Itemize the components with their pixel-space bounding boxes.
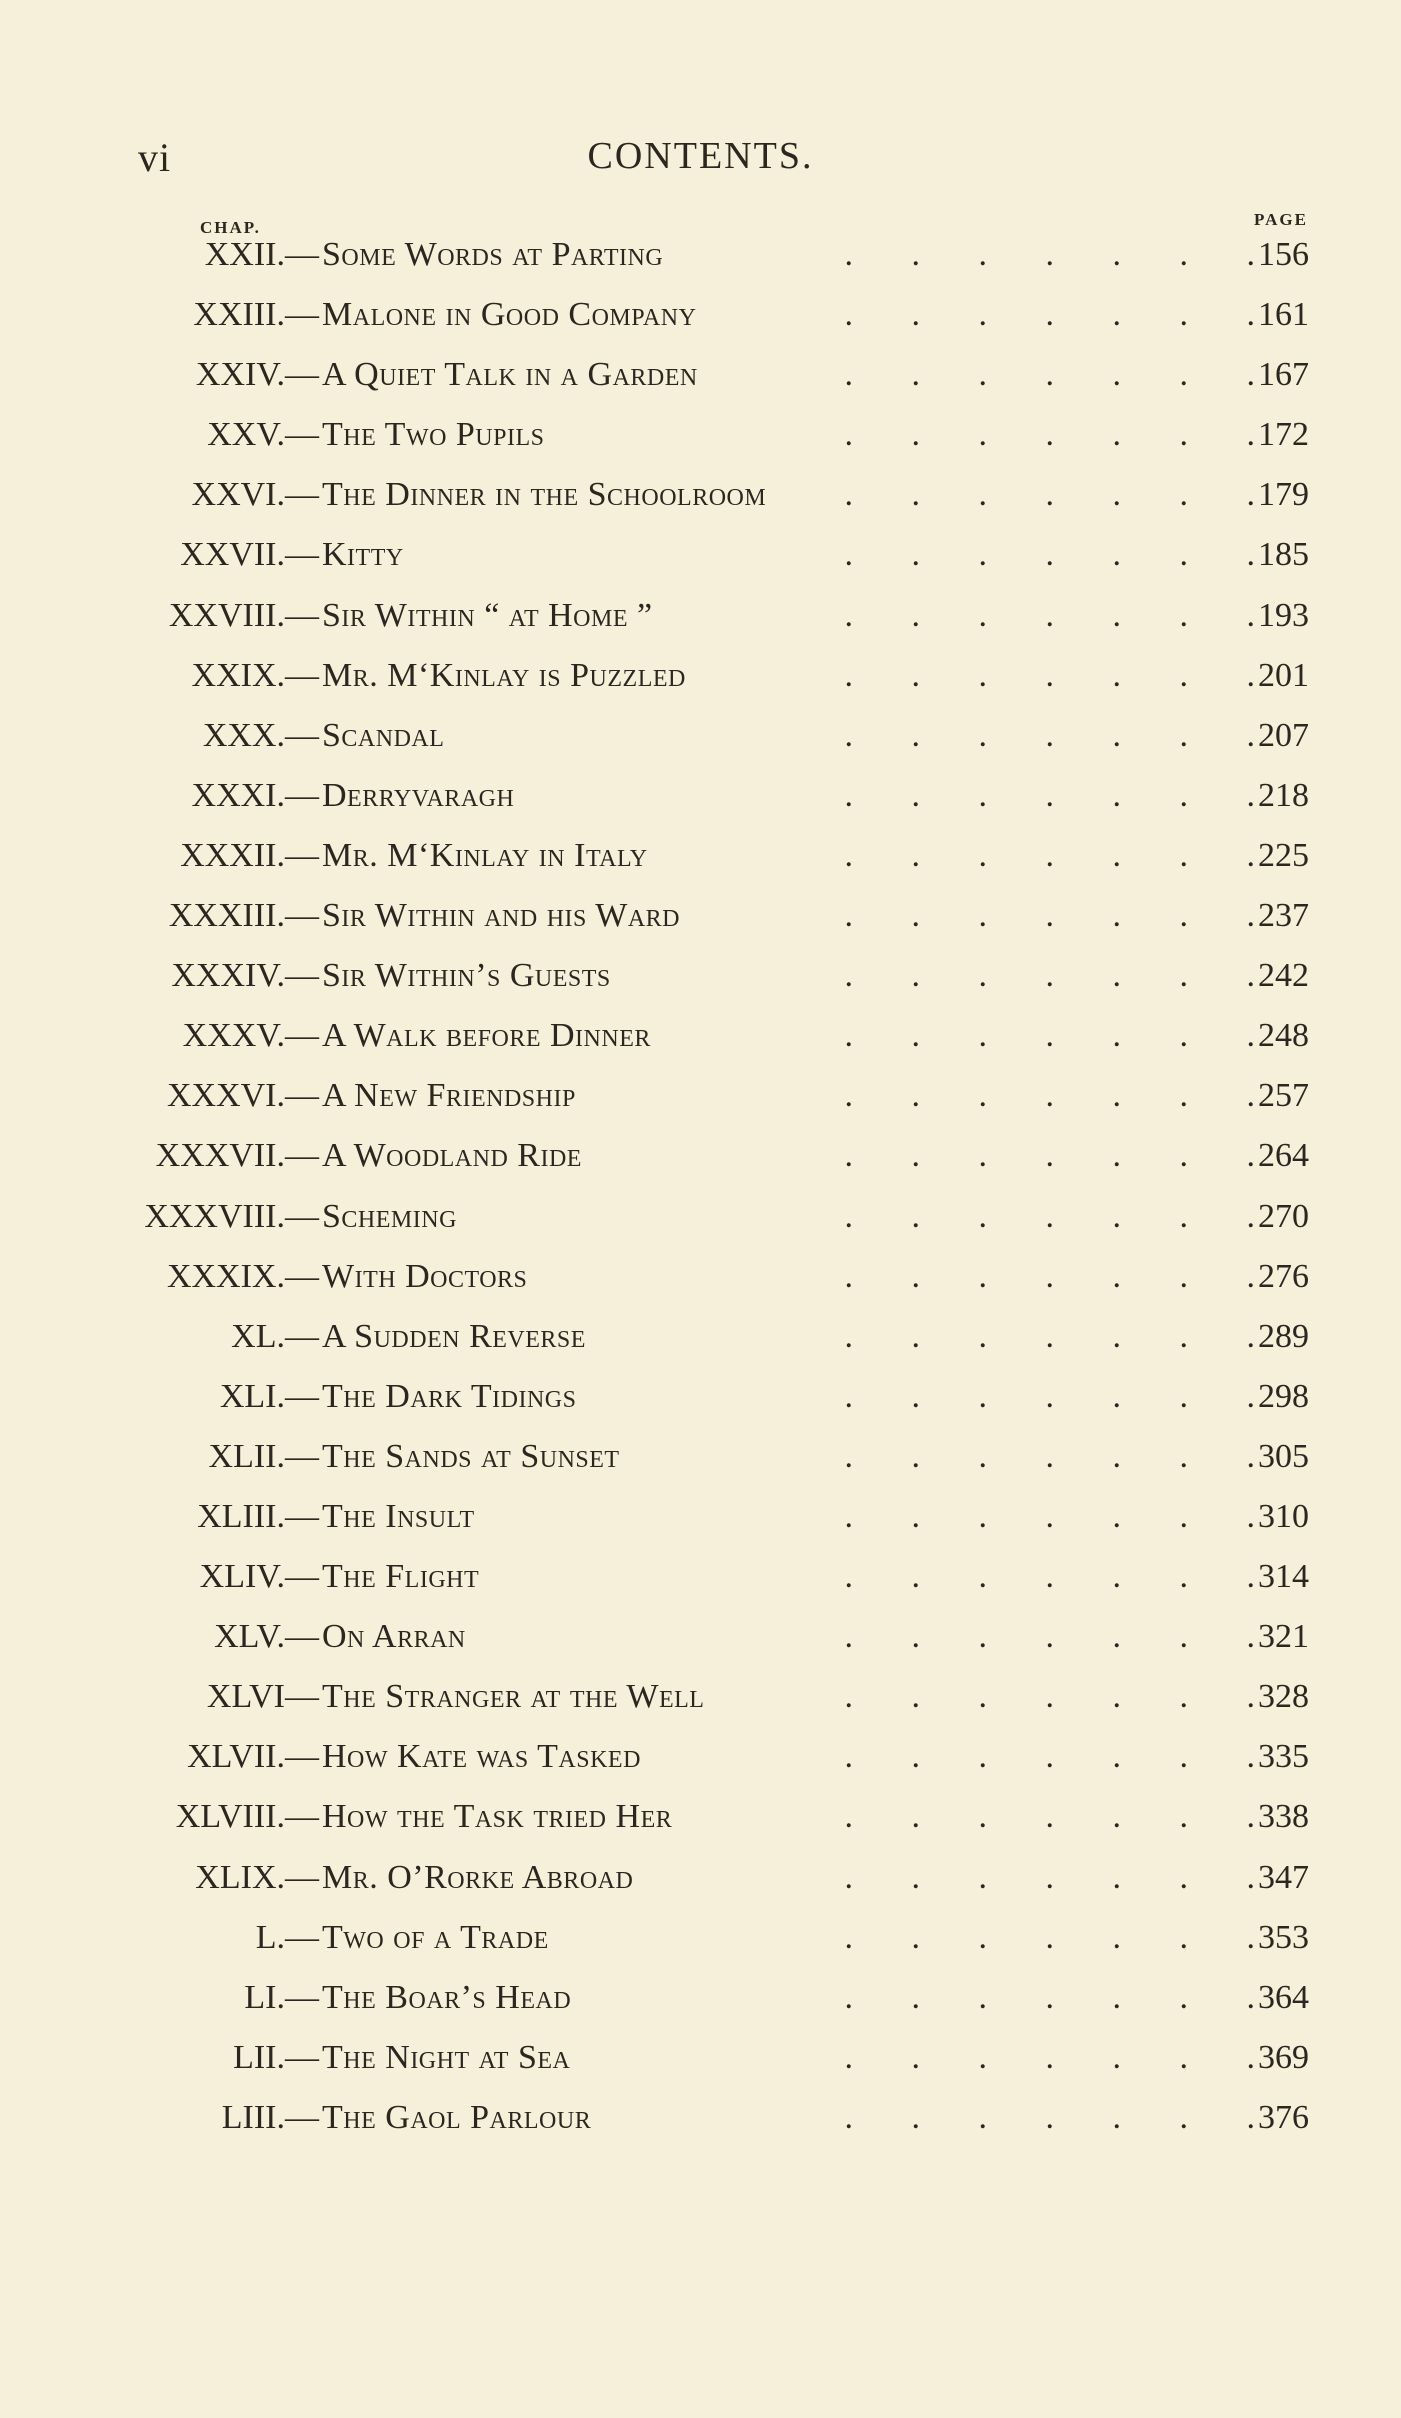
chapter-number: XXXIV.— [171, 957, 319, 995]
dot-leader: . . . . . . . [844, 716, 1265, 754]
chapter-number: XXIV.— [195, 356, 319, 394]
dot-leader: . . . . . . . [844, 356, 1265, 394]
page-number: 172 [1258, 416, 1309, 454]
toc-entry [0, 1604, 1401, 1664]
dot-leader: . . . . . . . [844, 836, 1265, 874]
toc-entry [0, 2025, 1401, 2085]
page-number: 257 [1258, 1077, 1309, 1115]
toc-entry [0, 1905, 1401, 1965]
chapter-title: The Boar’s Head [322, 1978, 572, 2016]
chapter-title: A Sudden Reverse [322, 1317, 586, 1355]
toc-entry [0, 1003, 1401, 1063]
dot-leader: . . . . . . . [844, 1497, 1265, 1535]
dot-leader: . . . . . . . [844, 1017, 1265, 1055]
dot-leader: . . . . . . . [844, 1978, 1265, 2016]
page-number: 369 [1258, 2038, 1309, 2076]
chapter-title: The Two Pupils [322, 416, 545, 454]
dot-leader: . . . . . . . [844, 476, 1265, 514]
page-number: 305 [1258, 1437, 1309, 1475]
chapter-number: XXX.— [202, 716, 319, 754]
chapter-title: The Dinner in the Schoolroom [322, 476, 767, 514]
chapter-number: XLIII.— [197, 1497, 319, 1535]
chapter-title: Scandal [322, 716, 445, 754]
dot-leader: . . . . . . . [844, 296, 1265, 334]
dot-leader: . . . . . . . [844, 1317, 1265, 1355]
page-number: 156 [1258, 236, 1309, 273]
dot-leader: . . . . . . . [844, 536, 1265, 574]
dot-leader: . . . . . . . [844, 2098, 1265, 2136]
chapter-number: XXXIII.— [168, 897, 319, 935]
toc-entry [0, 462, 1401, 522]
chapter-title: The Sands at Sunset [322, 1437, 620, 1475]
dot-leader: . . . . . . . [844, 1197, 1265, 1235]
page-number: 347 [1258, 1858, 1309, 1896]
toc-entry [0, 1424, 1401, 1484]
toc-entry [0, 1063, 1401, 1123]
dot-leader: . . . . . . . [844, 1798, 1265, 1836]
page-number: 185 [1258, 536, 1309, 574]
chapter-number: XLIV.— [199, 1558, 319, 1596]
toc-entry [0, 522, 1401, 582]
chapter-number: XLI.— [219, 1377, 319, 1415]
contents-list [0, 222, 1401, 2145]
dot-leader: . . . . . . . [844, 1858, 1265, 1896]
chapter-title: The Stranger at the Well [322, 1678, 705, 1716]
toc-entry [0, 1123, 1401, 1183]
dot-leader: . . . . . . . [844, 1618, 1265, 1656]
chapter-title: Kitty [322, 536, 404, 574]
dot-leader: . . . . . . . [844, 1257, 1265, 1295]
chapter-title: Mr. O’Rorke Abroad [322, 1858, 634, 1896]
page-number: 264 [1258, 1137, 1309, 1175]
chapter-number: LII.— [233, 2038, 319, 2076]
toc-entry [0, 2085, 1401, 2145]
dot-leader: . . . . . . . [844, 596, 1265, 634]
toc-entry [0, 1784, 1401, 1844]
chapter-title: Sir Within and his Ward [322, 897, 681, 935]
toc-entry [0, 1724, 1401, 1784]
page-number: 314 [1258, 1558, 1309, 1596]
page-number: 237 [1258, 897, 1309, 935]
toc-entry [0, 342, 1401, 402]
dot-leader: . . . . . . . [844, 957, 1265, 995]
chapter-number: XL.— [231, 1317, 319, 1355]
chapter-title: The Dark Tidings [322, 1377, 577, 1415]
toc-entry [0, 1304, 1401, 1364]
toc-entry [0, 943, 1401, 1003]
page-number: 289 [1258, 1317, 1309, 1355]
chapter-number: XXVI.— [191, 476, 319, 514]
chapter-number: XLII.— [208, 1437, 319, 1475]
chapter-number: XLV.— [214, 1618, 319, 1656]
toc-entry [0, 763, 1401, 823]
chapter-number: LI.— [244, 1978, 319, 2016]
page-number: 321 [1258, 1618, 1309, 1656]
chapter-title: How Kate was Tasked [322, 1738, 641, 1776]
chapter-column-label: CHAP. [200, 218, 261, 237]
page-number: 310 [1258, 1497, 1309, 1535]
chapter-number: XXXIX.— [166, 1257, 319, 1295]
chapter-number: XXXV.— [182, 1017, 319, 1055]
chapter-title: Mr. M‘Kinlay in Italy [322, 836, 648, 874]
chapter-title: The Gaol Parlour [322, 2098, 592, 2136]
chapter-title: With Doctors [322, 1257, 528, 1295]
chapter-number: XLVIII.— [175, 1798, 319, 1836]
chapter-number: LIII.— [221, 2098, 319, 2136]
chapter-number: XXXVIII.— [144, 1197, 319, 1235]
chapter-title: A Quiet Talk in a Garden [322, 356, 698, 394]
chapter-title: Sir Within’s Guests [322, 957, 611, 995]
dot-leader: . . . . . . . [844, 1678, 1265, 1716]
chapter-number: XLIX.— [195, 1858, 319, 1896]
page-number: 276 [1258, 1257, 1309, 1295]
page-number: 270 [1258, 1197, 1309, 1235]
dot-leader: . . . . . . . [844, 2038, 1265, 2076]
chapter-title: Scheming [322, 1197, 457, 1235]
toc-entry [0, 1244, 1401, 1304]
page-number: 353 [1258, 1918, 1309, 1956]
toc-entry [0, 643, 1401, 703]
chapter-number: XXXVII.— [155, 1137, 319, 1175]
toc-entry [0, 1664, 1401, 1724]
chapter-number: XXVIII.— [168, 596, 319, 634]
chapter-number: XXVII.— [180, 536, 319, 574]
page-number: 335 [1258, 1738, 1309, 1776]
dot-leader: . . . . . . . [844, 1738, 1265, 1776]
page-number: 338 [1258, 1798, 1309, 1836]
chapter-title: On Arran [322, 1618, 466, 1656]
chapter-title: How the Task tried Her [322, 1798, 673, 1836]
page-number: 298 [1258, 1377, 1309, 1415]
chapter-title: A Walk before Dinner [322, 1017, 651, 1055]
dot-leader: . . . . . . . [844, 897, 1265, 935]
page-number: 161 [1258, 296, 1309, 334]
chapter-title: A Woodland Ride [322, 1137, 582, 1175]
page-number: 248 [1258, 1017, 1309, 1055]
chapter-title: Two of a Trade [322, 1918, 549, 1956]
dot-leader: . . . . . . . [844, 656, 1265, 694]
page-folio: vi [138, 135, 172, 180]
dot-leader: . . . . . . . [844, 776, 1265, 814]
page-number: 242 [1258, 957, 1309, 995]
chapter-number: XXIX.— [191, 656, 319, 694]
toc-entry [0, 282, 1401, 342]
chapter-number: XXIII.— [193, 296, 319, 334]
chapter-number: XLVII.— [187, 1738, 319, 1776]
chapter-title: Sir Within “ at Home ” [322, 596, 653, 634]
toc-entry [0, 402, 1401, 462]
dot-leader: . . . . . . . [844, 1558, 1265, 1596]
page-number: 376 [1258, 2098, 1309, 2136]
toc-entry [0, 823, 1401, 883]
dot-leader: . . . . . . . [844, 1377, 1265, 1415]
page-number: 218 [1258, 776, 1309, 814]
page-number: 179 [1258, 476, 1309, 514]
toc-entry [0, 1544, 1401, 1604]
toc-entry [0, 583, 1401, 643]
page-number: 225 [1258, 836, 1309, 874]
page-title: CONTENTS. [587, 135, 814, 177]
page-number: 328 [1258, 1678, 1309, 1716]
chapter-title: Some Words at Parting [322, 236, 664, 273]
page-column-label: PAGE [1254, 210, 1308, 229]
page-number: 201 [1258, 656, 1309, 694]
dot-leader: . . . . . . . [844, 416, 1265, 454]
chapter-title: Malone in Good Company [322, 296, 697, 334]
toc-entry [0, 1364, 1401, 1424]
chapter-title: Derryvaragh [322, 776, 515, 814]
toc-entry [0, 703, 1401, 763]
toc-entry [0, 1484, 1401, 1544]
dot-leader: . . . . . . . [844, 236, 1265, 273]
toc-entry [0, 1965, 1401, 2025]
chapter-title: The Flight [322, 1558, 480, 1596]
chapter-number: XXV.— [207, 416, 319, 454]
dot-leader: . . . . . . . [844, 1137, 1265, 1175]
chapter-title: The Night at Sea [322, 2038, 571, 2076]
chapter-number: L.— [255, 1918, 319, 1956]
dot-leader: . . . . . . . [844, 1918, 1265, 1956]
chapter-title: The Insult [322, 1497, 475, 1535]
dot-leader: . . . . . . . [844, 1437, 1265, 1475]
toc-entry [0, 883, 1401, 943]
chapter-number: XXXII.— [180, 836, 319, 874]
chapter-number: XXXVI.— [166, 1077, 319, 1115]
dot-leader: . . . . . . . [844, 1077, 1265, 1115]
chapter-title: Mr. M‘Kinlay is Puzzled [322, 656, 686, 694]
chapter-number: XXII.— [204, 236, 319, 273]
page-number: 167 [1258, 356, 1309, 394]
page-number: 193 [1258, 596, 1309, 634]
toc-entry [0, 1184, 1401, 1244]
chapter-number: XLVI— [206, 1678, 319, 1716]
toc-entry [0, 1845, 1401, 1905]
chapter-number: XXXI.— [191, 776, 319, 814]
chapter-title: A New Friendship [322, 1077, 576, 1115]
toc-entry [0, 222, 1401, 282]
page-number: 364 [1258, 1978, 1309, 2016]
page-number: 207 [1258, 716, 1309, 754]
